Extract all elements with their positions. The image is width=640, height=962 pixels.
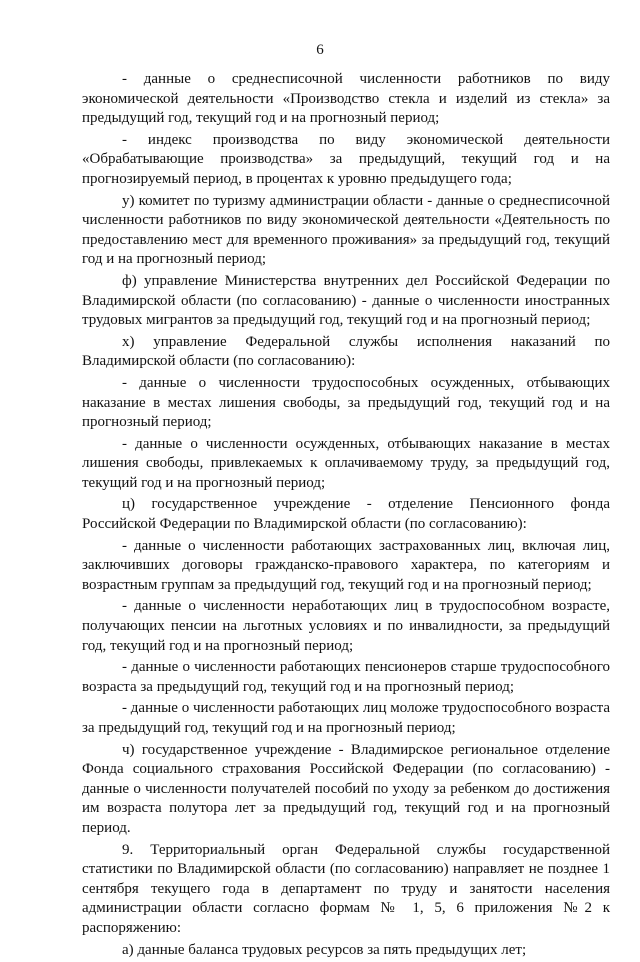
paragraph-tourism-committee: у) комитет по туризму администрации области - данные о среднесписочной численности работников по виду экономической деятельности «Деятельность по предоставлению мест для временного проживания» за предыдущий год, текущий год и на прогнозный период; <box>82 192 610 268</box>
paragraph-interior-ministry: ф) управление Министерства внутренних дел Российской Федерации по Владимирской области (по согласованию) - данные о численности иностранных трудовых мигрантов за предыдущий год, текущий год и на прогнозный период; <box>82 272 610 329</box>
document-body <box>82 70 610 962</box>
paragraph-manufacturing-index: - индекс производства по виду экономической деятельности «Обрабатывающие производства» за предыдущий, текущий год и на прогнозируемый период, в процентах к уровню предыдущего года; <box>82 131 610 187</box>
paragraph-glass-employment: - данные о среднесписочной численности работников по виду экономической деятельности «Производство стекла и изделий из стекла» за предыдущий год, текущий год и на прогнозный период; <box>82 71 610 127</box>
paragraph-nonworking-pensioners: - данные о численности неработающих лиц в трудоспособном возрасте, получающих пенсии на льготных условиях и по инвалидности, за предыдущий год, текущий год и на прогнозный период; <box>82 598 610 654</box>
paragraph-working-pensioners: - данные о численности работающих пенсионеров старше трудоспособного возраста за предыдущий год, текущий год и на прогнозный период; <box>82 659 610 695</box>
paragraph-insured-workers: - данные о численности работающих застрахованных лиц, включая лиц, заключивших договоры гражданско-правового характера, по категориям и возрастным группам за предыдущий год, текущий год и на прогнозный период; <box>82 537 610 593</box>
paragraph-convicts-paid-work: - данные о численности осужденных, отбывающих наказание в местах лишения свободы, привлекаемых к оплачиваемому труду, за предыдущий год, текущий год и на прогнозный период; <box>82 435 610 491</box>
paragraph-pension-fund: ц) государственное учреждение - отделение Пенсионного фонда Российской Федерации по Владимирской области (по согласованию): <box>82 496 610 533</box>
page-number: 6 <box>316 42 324 58</box>
paragraph-social-insurance: ч) государственное учреждение - Владимирское региональное отделение Фонда социального страхования Российской Федерации (по согласованию) - данные о численности получателей пособий по уходу за ребенком до достижения им возраста полутора лет за предыдущий год, текущий год и на прогнозный период. <box>82 741 610 836</box>
paragraph-penal-service: х) управление Федеральной службы исполнения наказаний по Владимирской области (по согласованию): <box>82 333 610 370</box>
paragraph-working-minors: - данные о численности работающих лиц моложе трудоспособного возраста за предыдущий год, текущий год и на прогнозный период; <box>82 700 610 736</box>
paragraph-labor-balance: а) данные баланса трудовых ресурсов за пять предыдущих лет; <box>122 941 527 958</box>
paragraph-convicts-able: - данные о численности трудоспособных осужденных, отбывающих наказание в местах лишения свободы, за предыдущий год, текущий год и на прогнозный период; <box>82 374 610 431</box>
paragraph-statistics-service: 9. Территориальный орган Федеральной службы государственной статистики по Владимирской области (по согласованию) направляет не позднее 1 сентября текущего года в департамент по труду и занятости населения администрации области согласно формам № 1, 5, 6 приложения №2 к распоряжению: <box>82 841 610 936</box>
